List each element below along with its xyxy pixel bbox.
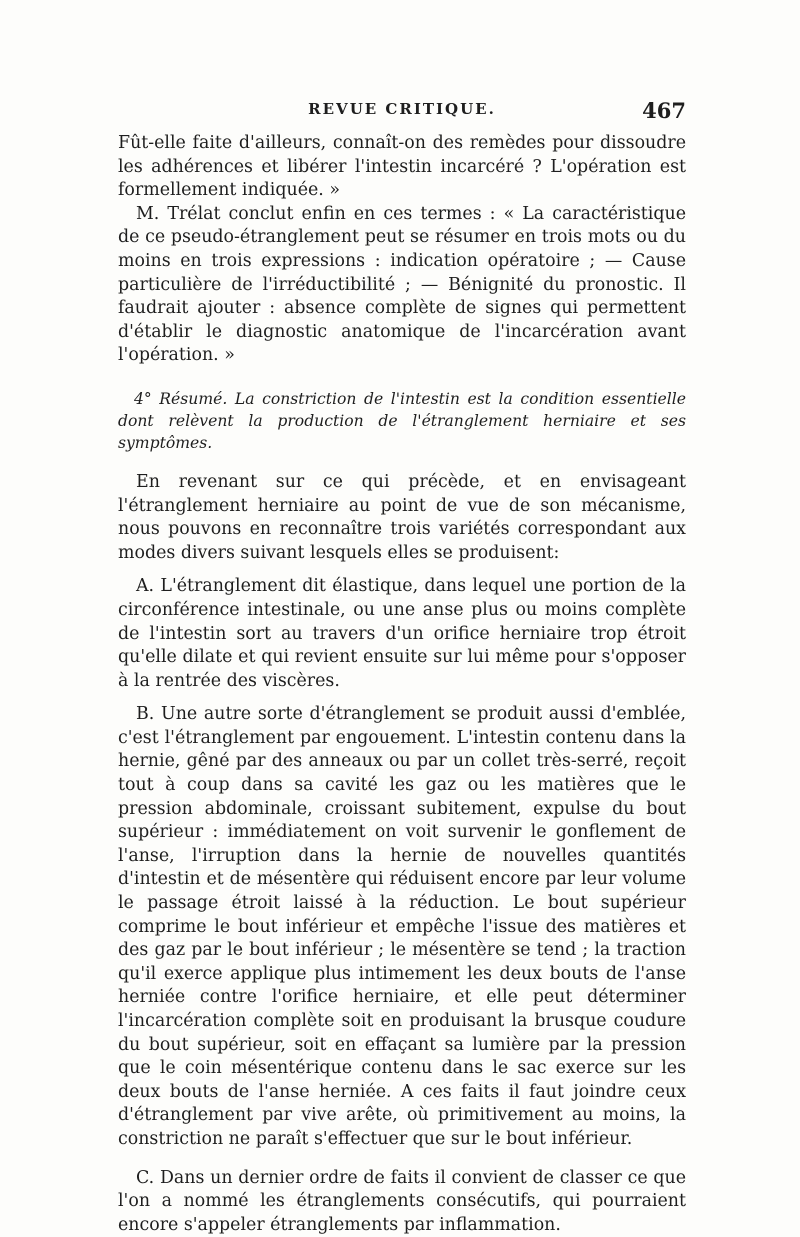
paragraph-mechanism-intro: En revenant sur ce qui précède, et en envisageant l'étranglement herniaire au point de vue de son mécanisme, nous pouvons en reconnaître trois variétés correspondant aux modes divers suivant lesquels elles se produisent: (118, 471, 686, 563)
paragraph-variety-c: C. Dans un dernier ordre de faits il convient de classer ce que l'on a nommé les étranglements consécutifs, qui pourraient encore s'appeler étranglements par inflammation. (118, 1167, 686, 1235)
paragraph-variety-b: B. Une autre sorte d'étranglement se produit aussi d'emblée, c'est l'étranglement par engouement. L'intestin contenu dans la hernie, gêné par des anneaux ou par un collet très-serré, reçoit tout à coup dans sa cavité les gaz ou les matières que le pression abdominale, croissant subitement, expulse du bout supérieur : immédiatement on voit survenir le gonflement de l'anse, l'irruption dans la hernie de nouvelles quantités d'intestin et de mésentère qui réduisent encore par leur volume le passage étroit laissé à la réduction. Le bout supérieur comprime le bout inférieur et empêche l'issue des matières et des gaz par le bout inférieur ; le mésentère se tend ; la traction qu'il exerce applique plus intimement les deux bouts de l'anse herniée contre l'orifice herniaire, et elle peut déterminer l'incarcération complète soit en produisant la brusque coudure du bout supérieur, soit en effaçant sa lumière par la pression que le coin mésentérique contenu dans le sac exerce sur les deux bouts de l'anse herniée. A ces faits il faut joindre ceux d'étranglement par vive arête, où primitivement au moins, la constriction ne paraît s'effectuer que sur le bout inférieur. (118, 704, 686, 1149)
section-summary-heading: 4° Résumé. La constriction de l'intestin est la condition essentielle dont relèvent la production de l'étranglement herniaire et ses symptômes. (118, 389, 686, 452)
body-text (118, 132, 686, 1237)
paragraph-trelat-conclusion: M. Trélat conclut enfin en ces termes : « La caractéristique de ce pseudo-étranglement peut se résumer en trois mots ou du moins en trois expressions : indication opératoire ; — Cause particulière de l'irréductibilité ; — Bénignité du pronostic. Il faudrait ajouter : absence complète de signes qui permettent d'établir le diagnostic anatomique de l'incarcération avant l'opération. » (118, 203, 686, 366)
page-header (118, 98, 686, 124)
page-number: 467 (642, 98, 686, 123)
running-title: REVUE CRITIQUE. (308, 100, 496, 118)
paragraph-continuation: Fût-elle faite d'ailleurs, connaît-on des remèdes pour dissoudre les adhérences et libérer l'intestin incarcéré ? L'opération est formellement indiquée. » (118, 133, 686, 201)
paragraph-variety-a: A. L'étranglement dit élastique, dans lequel une portion de la circonférence intestinale, ou une anse plus ou moins complète de l'intestin sort au travers d'un orifice herniaire trop étroit qu'elle dilate et qui revient ensuite sur lui même pour s'opposer à la rentrée des viscères. (118, 576, 686, 691)
